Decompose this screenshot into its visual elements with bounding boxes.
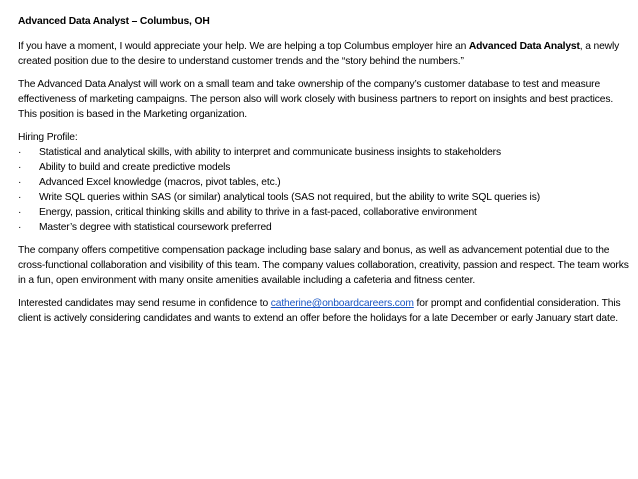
hiring-profile-heading: Hiring Profile: <box>18 132 78 143</box>
intro-paragraph <box>18 39 630 69</box>
list-item <box>18 205 630 220</box>
list-item <box>18 190 630 205</box>
list-item-text: Ability to build and create predictive models <box>39 162 231 173</box>
description-location-text: This position is based in the Marketing organization. <box>18 109 248 120</box>
bullet-icon: · <box>18 177 22 188</box>
contact-paragraph <box>18 296 630 326</box>
posting-title: Advanced Data Analyst – Columbus, OH <box>18 16 210 27</box>
list-item-text: Statistical and analytical skills, with ability to interpret and communicate business insights to stakeholders <box>39 147 501 158</box>
contact-text-before: Interested candidates may send resume in confidence to <box>18 298 271 309</box>
list-item-text: Master’s degree with statistical coursework preferred <box>39 222 272 233</box>
intro-role-name: Advanced Data Analyst <box>468 41 580 52</box>
job-posting <box>18 14 630 334</box>
contact-text-after: for prompt and confidential consideration. This client is actively considering candidates and wants to extend an offer before the holidays for a late December or early January start date. <box>18 298 621 324</box>
description-text: The Advanced Data Analyst will work on a small team and take ownership of the company’s customer database to test and measure effectiveness of marketing campaigns. The person also will work closely with business partners to report on insights and best practices. <box>18 79 614 105</box>
bullet-icon: · <box>18 192 22 203</box>
list-item-text: Advanced Excel knowledge (macros, pivot tables, etc.) <box>39 177 281 188</box>
list-item-text: Energy, passion, critical thinking skills and ability to thrive in a fast-paced, collaborative environment <box>39 207 477 218</box>
bullet-icon: · <box>18 162 22 173</box>
list-item <box>18 175 630 190</box>
intro-text-before: If you have a moment, I would appreciate your help. We are helping a top Columbus employer hire an <box>18 41 469 52</box>
list-item <box>18 220 630 235</box>
description-paragraph <box>18 77 630 122</box>
compensation-paragraph: The company offers competitive compensation package including base salary and bonus, as well as advancement potential due to the cross-functional collaboration and visibility of this team. The company values collaboration, creativity, passion and respect. The team works in a fun, open environment with many onsite amenities available including a cafeteria and fitness center. <box>18 245 629 286</box>
list-item <box>18 160 630 175</box>
bullet-icon: · <box>18 222 22 233</box>
bullet-icon: · <box>18 207 22 218</box>
list-item <box>18 145 630 160</box>
hiring-profile-list <box>18 145 630 235</box>
intro-text-after: , a newly created position due to the desire to understand customer trends and the “story behind the numbers.” <box>18 41 620 67</box>
email-link[interactable]: catherine@onboardcareers.com <box>270 298 414 309</box>
bullet-icon: · <box>18 147 22 158</box>
list-item-text: Write SQL queries within SAS (or similar) analytical tools (SAS not required, but the ability to write SQL queries is) <box>39 192 540 203</box>
